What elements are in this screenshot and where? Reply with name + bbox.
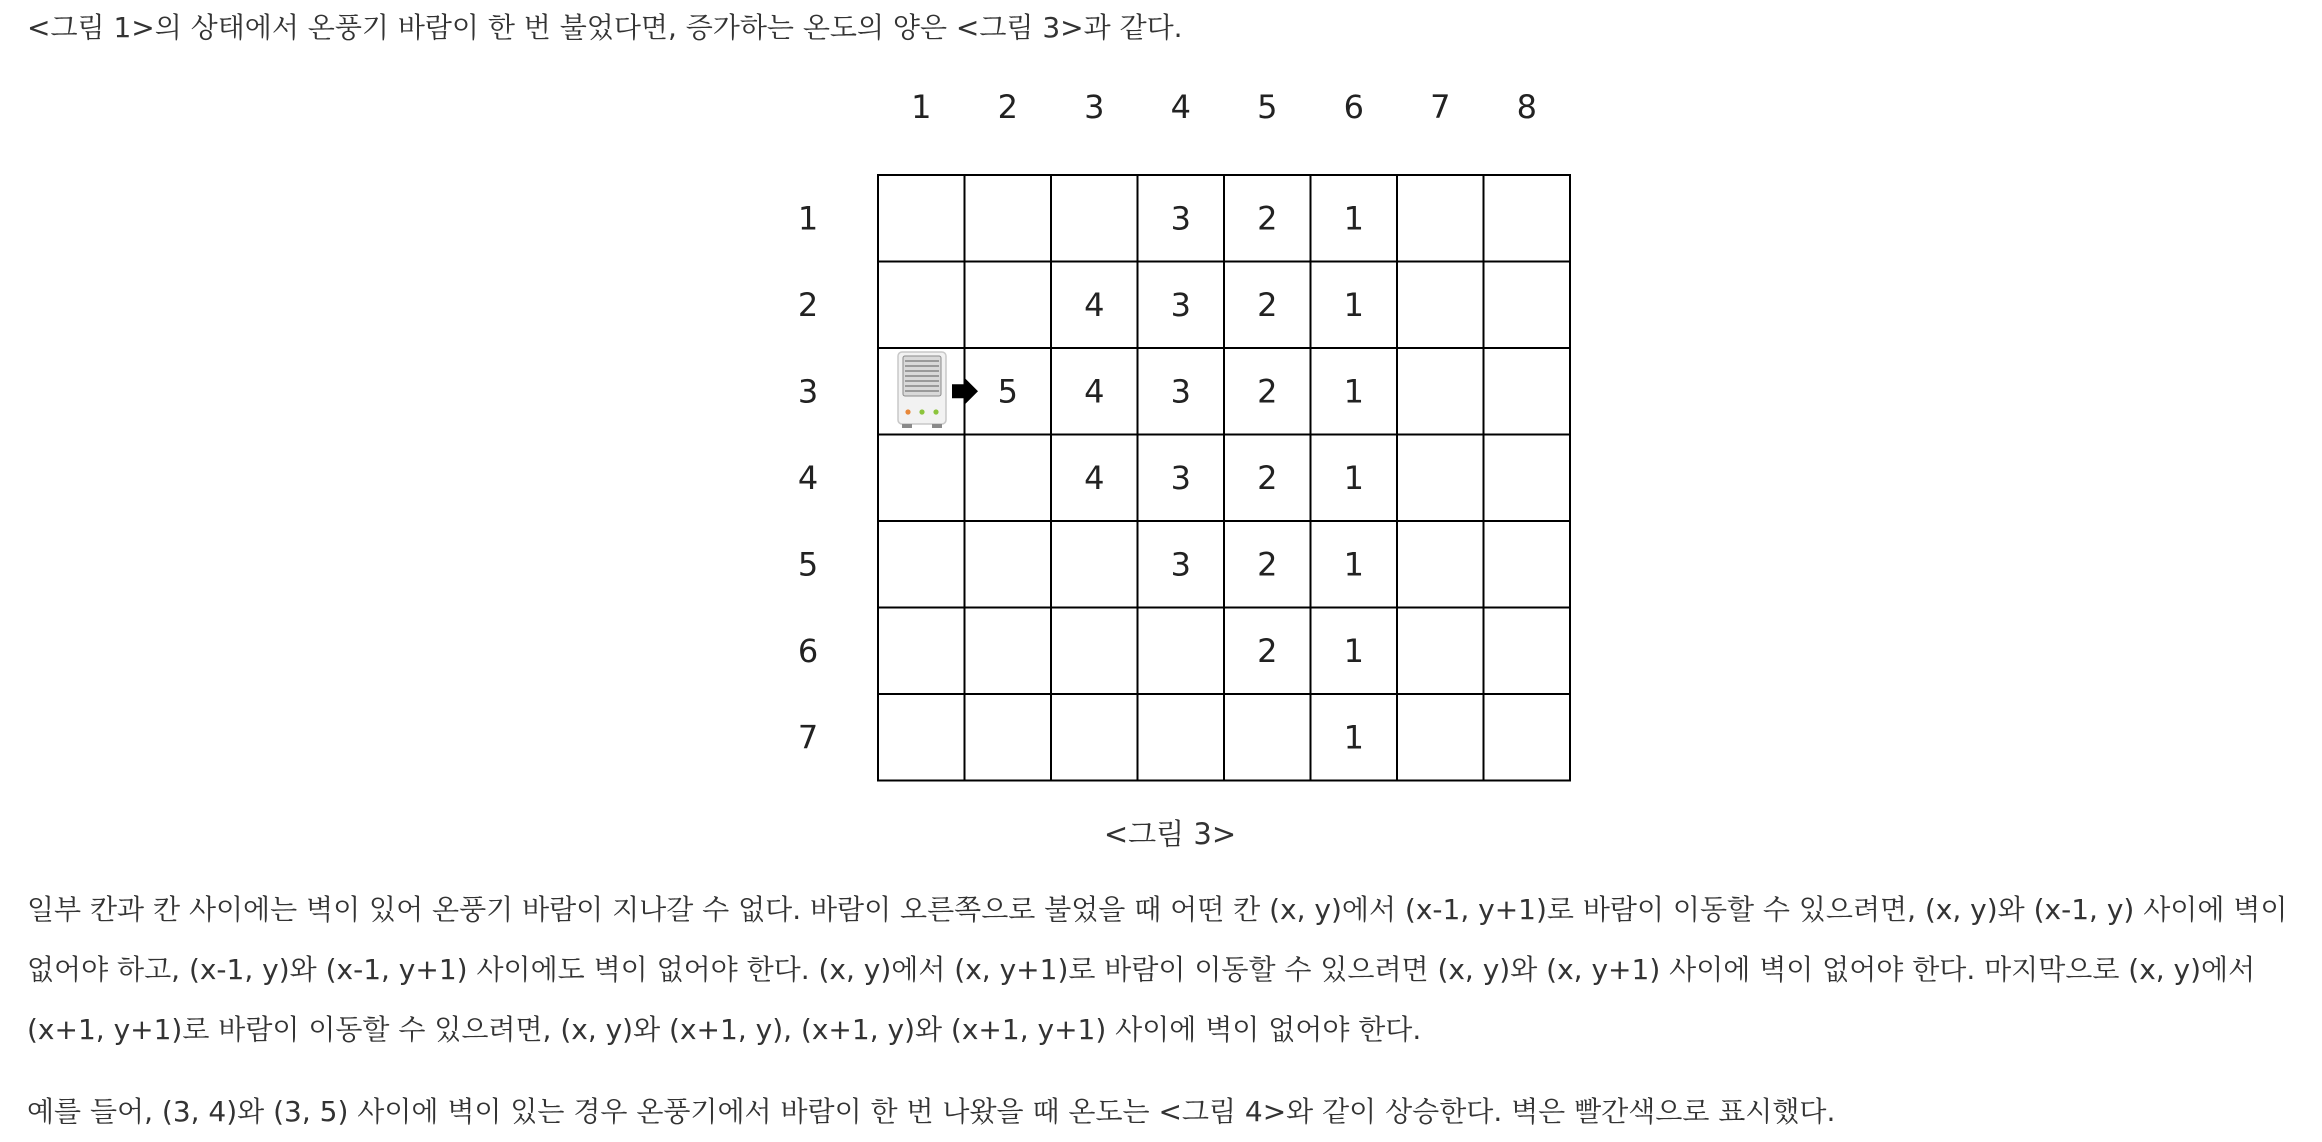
grid-cell bbox=[1051, 694, 1138, 781]
cell-value: 3 bbox=[1170, 372, 1191, 411]
cell-value: 4 bbox=[1084, 285, 1105, 324]
grid-cell bbox=[878, 435, 965, 522]
grid-cell bbox=[878, 608, 965, 695]
cell-value: 3 bbox=[1170, 285, 1191, 324]
grid-cell bbox=[1397, 175, 1484, 262]
grid-cell bbox=[1484, 262, 1571, 349]
cell-value: 2 bbox=[1257, 372, 1278, 411]
grid-cell bbox=[1484, 694, 1571, 781]
column-label: 7 bbox=[1430, 88, 1451, 126]
cell-value: 3 bbox=[1170, 545, 1191, 584]
example-paragraph: 예를 들어, (3, 4)와 (3, 5) 사이에 벽이 있는 경우 온풍기에서 바람이 한 번 나왔을 때 온도는 <그림 4>와 같이 상승한다. 벽은 빨간색으로 표시했다. bbox=[27, 1095, 1836, 1128]
grid-cell bbox=[878, 262, 965, 349]
grid-cell bbox=[965, 521, 1052, 608]
column-label: 5 bbox=[1257, 88, 1278, 126]
grid-cell bbox=[965, 694, 1052, 781]
grid-cell bbox=[1484, 348, 1571, 435]
column-label: 2 bbox=[997, 88, 1018, 126]
grid-cell bbox=[1397, 435, 1484, 522]
grid-cell bbox=[1051, 521, 1138, 608]
row-label: 4 bbox=[797, 458, 819, 497]
grid-cell bbox=[1397, 521, 1484, 608]
grid-cell bbox=[965, 435, 1052, 522]
grid-cell bbox=[1484, 608, 1571, 695]
grid-cell bbox=[965, 175, 1052, 262]
grid-cell bbox=[878, 694, 965, 781]
cell-value: 4 bbox=[1084, 458, 1105, 497]
grid-cell bbox=[1138, 694, 1225, 781]
cell-value: 5 bbox=[997, 372, 1018, 411]
cell-value: 1 bbox=[1343, 458, 1364, 497]
row-label: 6 bbox=[797, 631, 819, 670]
cell-value: 1 bbox=[1343, 631, 1364, 670]
cell-value: 2 bbox=[1257, 458, 1278, 497]
grid-cell bbox=[1484, 521, 1571, 608]
cell-value: 2 bbox=[1257, 545, 1278, 584]
figure-caption: <그림 3> bbox=[1103, 817, 1237, 851]
cell-value: 2 bbox=[1257, 199, 1278, 238]
grid-cell bbox=[878, 175, 965, 262]
cell-value: 1 bbox=[1343, 545, 1364, 584]
cell-value: 3 bbox=[1170, 458, 1191, 497]
column-label: 1 bbox=[911, 88, 932, 126]
row-label: 3 bbox=[797, 372, 819, 411]
cell-value: 1 bbox=[1343, 285, 1364, 324]
cell-value: 2 bbox=[1257, 631, 1278, 670]
intro-paragraph: <그림 1>의 상태에서 온풍기 바람이 한 번 불었다면, 증가하는 온도의 양은 <그림 3>과 같다. bbox=[27, 11, 1183, 44]
cell-value: 3 bbox=[1170, 199, 1191, 238]
column-label: 8 bbox=[1516, 88, 1537, 126]
grid-cell bbox=[965, 262, 1052, 349]
grid-cell bbox=[1138, 608, 1225, 695]
row-label: 2 bbox=[797, 285, 819, 324]
wall-rules-paragraph: 일부 칸과 칸 사이에는 벽이 있어 온풍기 바람이 지나갈 수 없다. 바람이 오른쪽으로 불었을 때 어떤 칸 (x, y)에서 (x-1, y+1)로 바람이 이동할 수 있으려면, (x, y)와 (x-1, y) 사이에 벽이 없어야 하고, (x-1, y)와 (x-1, y+1) 사이에도 벽이 없어야 한다. (x, y)에서 (x, y+1)로 바람이 이동할 수 있으려면 (x, y)와 (x, y+1) 사이에 벽이 없어야 한다. 마지막으로 (x, y)에서 (x+1, y+1)로 바람이 이동할 수 있으려면, (x, y)와 (x+1, y), (x+1, y)와 (x+1, y+1) 사이에 벽이 없어야 한다. bbox=[27, 893, 2288, 1046]
row-label: 5 bbox=[797, 545, 819, 584]
row-label: 1 bbox=[797, 199, 819, 238]
grid-cell bbox=[1397, 608, 1484, 695]
grid-cell bbox=[1397, 262, 1484, 349]
cell-value: 1 bbox=[1343, 372, 1364, 411]
row-label: 7 bbox=[797, 718, 819, 757]
column-label: 6 bbox=[1343, 88, 1364, 126]
column-label: 3 bbox=[1084, 88, 1105, 126]
heater-icon bbox=[898, 352, 946, 428]
grid-cell bbox=[1397, 694, 1484, 781]
grid-cell bbox=[965, 608, 1052, 695]
column-label: 4 bbox=[1170, 88, 1191, 126]
cell-value: 4 bbox=[1084, 372, 1105, 411]
grid-cell bbox=[1051, 175, 1138, 262]
grid-cell bbox=[878, 521, 965, 608]
grid-cell bbox=[1397, 348, 1484, 435]
grid-cell bbox=[1484, 435, 1571, 522]
grid-cell bbox=[1484, 175, 1571, 262]
cell-value: 1 bbox=[1343, 199, 1364, 238]
cell-value: 1 bbox=[1343, 718, 1364, 757]
grid-cell bbox=[1051, 608, 1138, 695]
grid-cell bbox=[1224, 694, 1311, 781]
cell-value: 2 bbox=[1257, 285, 1278, 324]
